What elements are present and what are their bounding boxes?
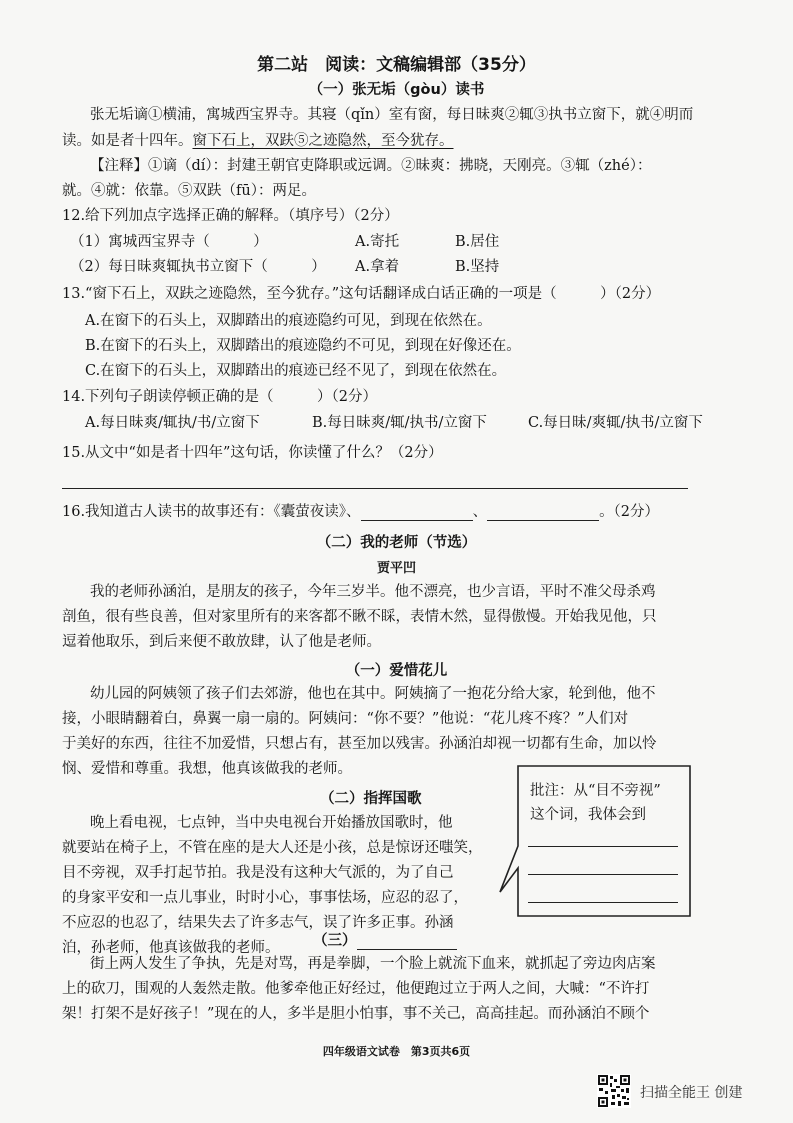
note-line-1: 【注释】①谪（dí）：封建王朝官吏降职或远调。②昧爽：拂晓，天刚亮。③辄（zhé）： (90, 158, 652, 174)
q13-option-b: B.在窗下的石头上，双脚踏出的痕迹隐约不可见，到现在好像还在。 (85, 338, 521, 354)
part2-author: 贾平凹 (376, 561, 416, 576)
passage-line-2-a: 读。如是者十四年。 (62, 133, 193, 149)
part1-title: （一）张无垢（gòu）读书 (308, 82, 485, 98)
subtitle-2: （二）指挥国歌 (320, 791, 422, 807)
subtitle-3-prefix: （三） (313, 933, 357, 949)
p1-line-2: 剖鱼，很有些良善，但对家里所有的来客都不瞅不睬，表情木然，显得傲慢。开始我见他，只 (62, 609, 657, 625)
q14-option-b: B.每日昧爽/辄/执书/立窗下 (312, 415, 487, 431)
q14-stem[interactable]: 14.下列句子朗读停顿正确的是（ ）（2分） (62, 389, 378, 405)
q12-row2-option-a: A.拿着 (355, 259, 400, 275)
q14-option-c: C.每日昧/爽辄/执书/立窗下 (528, 415, 703, 431)
q12-row2-text[interactable]: （2）每日昧爽辄执书立窗下（ ） (70, 259, 326, 275)
q13-stem[interactable]: 13.“窗下石上，双趺之迹隐然，至今犹存。”这句话翻译成白话正确的一项是（ ）（2分） (62, 286, 661, 302)
q12-row1-option-a: A.寄托 (355, 234, 400, 250)
qr-code-icon (597, 1074, 631, 1108)
p3-line-2: 就要站在椅子上，不管在座的是大人还是小孩，总是惊讶还嗤笑， (62, 840, 483, 856)
p2-line-3: 于美好的东西，往往不加爱惜，只想占有，甚至加以残害。孙涵泊却视一切都有生命，加以怜 (62, 736, 657, 752)
q16-blank-1[interactable] (361, 504, 473, 521)
watermark-text: 扫描全能王 创建 (640, 1085, 743, 1101)
subtitle-3 (313, 929, 457, 950)
q13-option-a: A.在窗下的石头上，双脚踏出的痕迹隐约可见，到现在依然在。 (85, 313, 492, 329)
q14-option-a: A.每日昧爽/辄执/书/立窗下 (85, 415, 260, 431)
passage-line-1: 张无垢谪①横浦，寓城西宝界寺。其寝（qǐn）室有窗，每日昧爽②辄③执书立窗下，就④明而 (90, 107, 694, 123)
page-footer: 四年级语文试卷 第3页共6页 (322, 1045, 471, 1058)
p3-line-4: 的身家平安和一点儿事业，时时小心，事事怯场，应忍的忍了， (62, 890, 468, 906)
annotation-answer-line-1[interactable] (528, 846, 678, 847)
q16-line (62, 503, 659, 521)
annotation-label-1: 批注：从“目不旁视” (530, 783, 661, 799)
section-title: 第二站 阅读：文稿编辑部（35分） (257, 55, 536, 75)
q15-stem: 15.从文中“如是者十四年”这句话，你读懂了什么？（2分） (62, 445, 443, 461)
q12-row1-option-b: B.居住 (455, 234, 500, 250)
passage-line-2 (62, 132, 454, 150)
q12-row1-text[interactable]: （1）寓城西宝界寺（ ） (70, 234, 268, 250)
annotation-answer-line-3[interactable] (528, 902, 678, 903)
q16-blank-2[interactable] (487, 504, 599, 521)
annotation-answer-line-2[interactable] (528, 874, 678, 875)
p1-line-1: 我的老师孙涵泊，是朋友的孩子，今年三岁半。他不漂亮，也少言语，平时不准父母杀鸡 (90, 584, 656, 600)
subtitle-3-blank[interactable] (357, 934, 457, 950)
p4-line-3: 架！打架不是好孩子！”现在的人，多半是胆小怕事，事不关己，高高挂起。而孙涵泊不顾个 (62, 1006, 650, 1022)
p2-line-1: 幼儿园的阿姨领了孩子们去郊游，他也在其中。阿姨摘了一抱花分给大家，轮到他，他不 (90, 686, 656, 702)
p3-line-6: 泊，孙老师，他真该做我的老师。 (62, 940, 280, 956)
p2-line-4: 悯、爱惜和尊重。我想，他真该做我的老师。 (62, 761, 352, 777)
annotation-label-2: 这个词，我体会到 (530, 807, 646, 823)
note-line-2: 就。④就：依靠。⑤双趺（fū）：两足。 (62, 183, 316, 199)
p4-line-1: 街上两人发生了争执，先是对骂，再是拳脚，一个脸上就流下血来，就抓起了旁边肉店案 (90, 956, 656, 972)
passage-line-2-b: 窗下石上，双趺⑤之迹隐然，至今犹存。 (192, 133, 454, 149)
q12-stem: 12.给下列加点字选择正确的解释。（填序号）（2分） (62, 208, 399, 224)
q16-suffix: 。（2分） (599, 504, 660, 520)
q15-answer-line[interactable] (62, 488, 688, 489)
p3-line-3: 目不旁视，双手打起节拍。我是没有这种大气派的，为了自己 (62, 865, 454, 881)
part2-title: （二）我的老师（节选） (316, 535, 477, 551)
subtitle-1: （一）爱惜花儿 (345, 663, 448, 679)
p1-line-3: 逗着他取乐，到后来便不敢放肆，认了他是老师。 (62, 634, 381, 650)
q12-row2-option-b: B.坚持 (455, 259, 500, 275)
q13-option-c: C.在窗下的石头上，双脚踏出的痕迹已经不见了，到现在依然在。 (85, 363, 507, 379)
p3-line-5: 不应忍的也忍了，结果失去了许多志气，误了许多正事。孙涵 (62, 915, 454, 931)
q16-sep: 、 (472, 504, 488, 520)
q16-prefix: 16.我知道古人读书的故事还有：《囊萤夜读》、 (62, 504, 361, 520)
p4-line-2: 上的砍刀，围观的人轰然走散。他爹牵他正好经过，他便跑过立于两人之间，大喊：“不许打 (62, 981, 650, 997)
p2-line-2: 接，小眼睛翻着白，鼻翼一扇一扇的。阿姨问：“你不要？”他说：“花儿疼不疼？”人们对 (62, 711, 629, 727)
p3-line-1: 晚上看电视，七点钟，当中央电视台开始播放国歌时，他 (90, 815, 453, 831)
